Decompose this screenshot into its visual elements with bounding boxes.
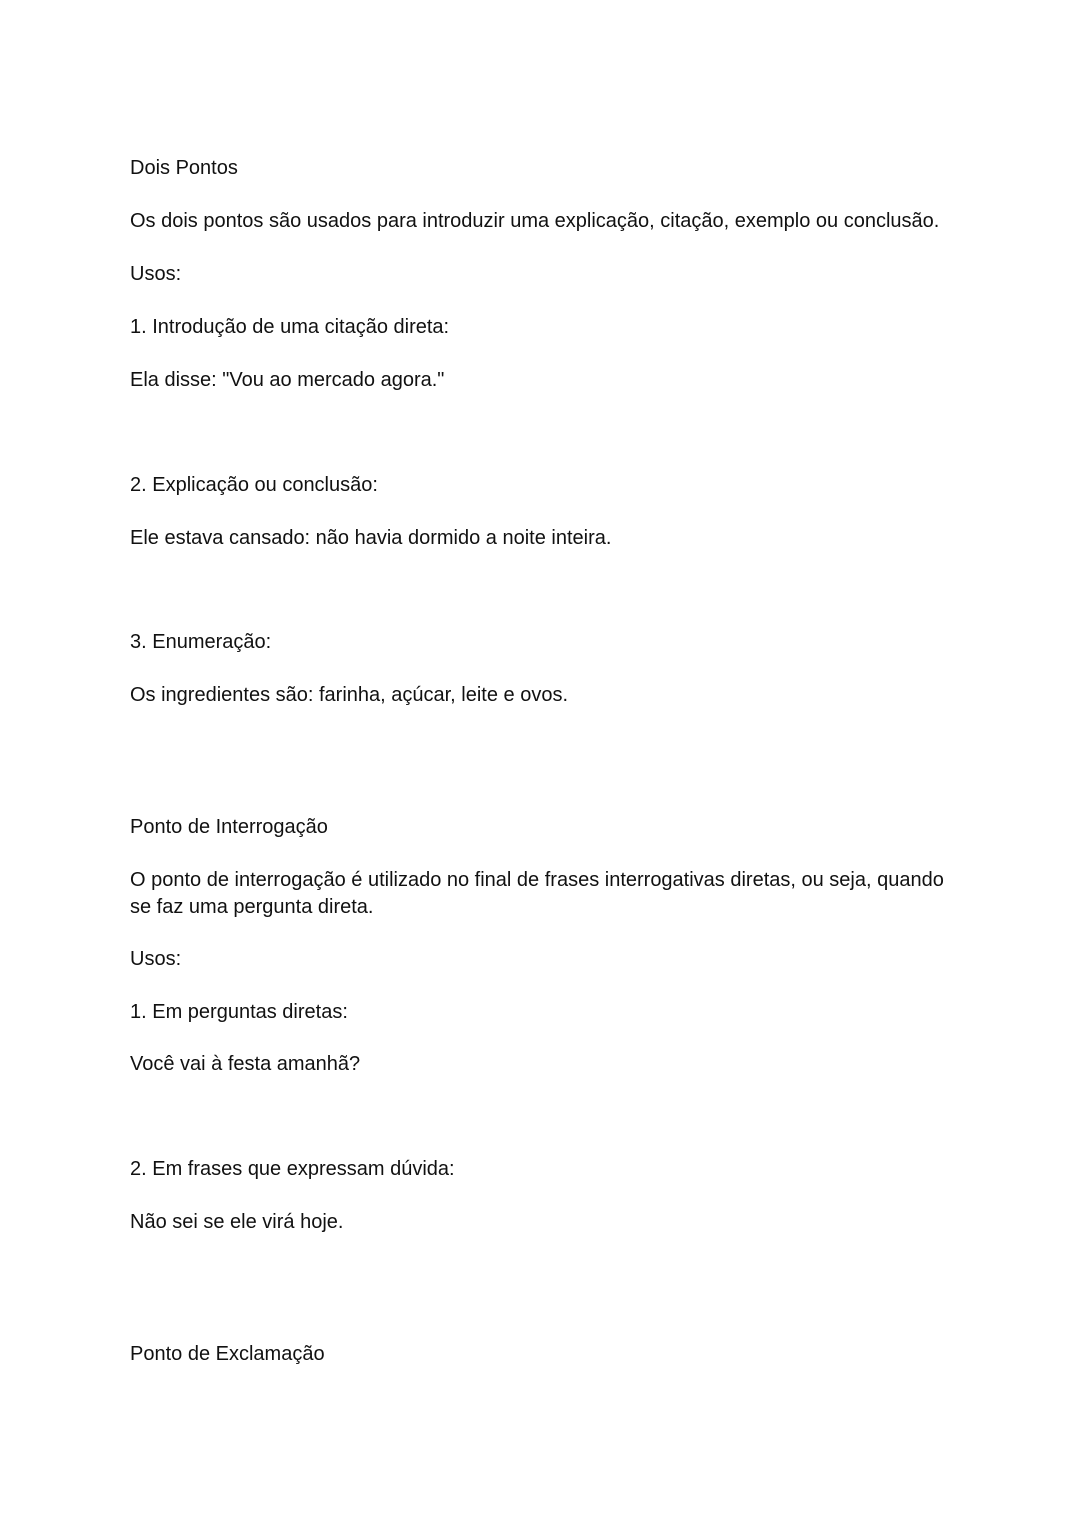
item-example: Não sei se ele virá hoje. bbox=[130, 1211, 344, 1233]
section-heading: Ponto de Interrogação bbox=[130, 816, 328, 838]
item-title: 1. Em perguntas diretas: bbox=[130, 1001, 348, 1023]
item-title: 3. Enumeração: bbox=[130, 631, 272, 653]
usos-label: Usos: bbox=[130, 948, 182, 970]
item-title: 1. Introdução de uma citação direta: bbox=[130, 316, 450, 338]
section-intro: O ponto de interrogação é utilizado no final de frases interrogativas diretas, ou seja, quando se faz uma pergunta direta. bbox=[130, 869, 944, 918]
item-example: Os ingredientes são: farinha, açúcar, leite e ovos. bbox=[130, 684, 569, 706]
item-example: Você vai à festa amanhã? bbox=[130, 1053, 361, 1075]
usos-label: Usos: bbox=[130, 263, 182, 285]
section-heading: Dois Pontos bbox=[130, 157, 238, 179]
item-example: Ele estava cansado: não havia dormido a noite inteira. bbox=[130, 527, 612, 549]
item-title: 2. Em frases que expressam dúvida: bbox=[130, 1158, 455, 1180]
item-title: 2. Explicação ou conclusão: bbox=[130, 474, 378, 496]
item-example: Ela disse: "Vou ao mercado agora." bbox=[130, 369, 445, 391]
section-heading: Ponto de Exclamação bbox=[130, 1343, 325, 1365]
section-intro: Os dois pontos são usados para introduzir uma explicação, citação, exemplo ou conclusão. bbox=[130, 210, 940, 232]
